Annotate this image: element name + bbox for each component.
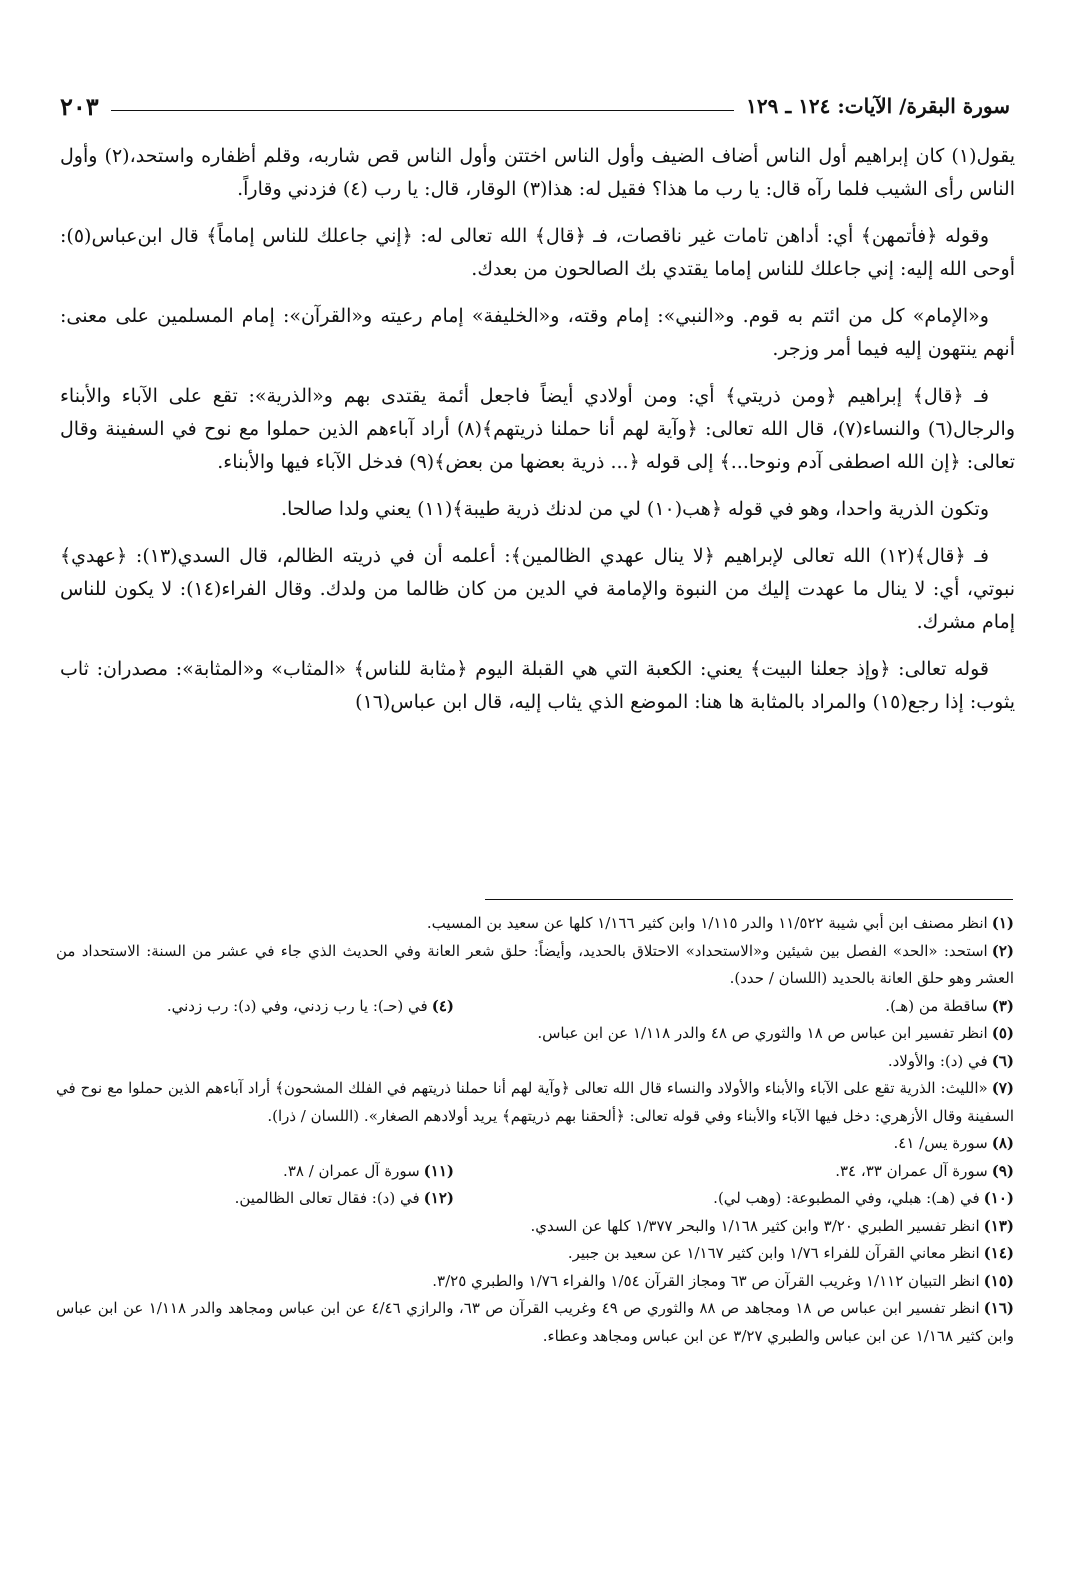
footnote-text: انظر معاني القرآن للفراء ١/٧٦ وابن كثير ١/١٦٧ عن سعيد بن جبير. — [567, 1244, 980, 1262]
footnote-separator — [485, 899, 1013, 900]
footnote-text: ساقطة من (هـ). — [885, 996, 988, 1015]
footnote-text: سورة آل عمران ٣٣، ٣٤. — [835, 1161, 988, 1180]
footnote-text: انظر التبيان ١/١١٢ وغريب القرآن ص ٦٣ ومجاز القرآن ١/٥٤ والفراء ١/٧٦ والطبري ٣/٢٥. — [432, 1271, 980, 1290]
footnote-number: (٨) — [991, 1134, 1014, 1152]
footnote-text: انظر تفسير ابن عباس ص ١٨ والثوري ص ٤٨ والدر ١/١١٨ عن ابن عباس. — [537, 1024, 988, 1042]
footnote-number: (١٠) — [983, 1189, 1014, 1207]
footnote-text: «الليث: الذرية تقع على الآباء والأبناء والأولاد والنساء قال الله تعالى ﴿وآية لهم أنا حملنا ذريتهم في الفلك المشحون﴾ أراد آباءهم الذين حملوا مع نوح في السفينة وقال الأزهري: دخل فيها الآباء والأبناء وفي قوله تعالى: ﴿ألحقنا بهم ذريتهم﴾ يريد أولادهم الصغار». (اللسان / ذرا). — [56, 1079, 1014, 1125]
page-number: ٢٠٣ — [60, 91, 99, 121]
footnote — [56, 1020, 1014, 1048]
footnotes — [56, 910, 1014, 1350]
footnote-text: انظر تفسير الطبري ٣/٢٠ وابن كثير ١/١٦٨ والبحر ١/٣٧٧ كلها عن السدي. — [530, 1216, 980, 1235]
paragraph: وقوله ﴿فأتمهن﴾ أي: أداهن تامات غير ناقصات، فـ ﴿قال﴾ الله تعالى له: ﴿إني جاعلك للناس إماماً﴾ قال ابن‌عباس(٥): أوحى الله إليه: إني جاعلك للناس إماما يقتدي بك الصالحون من بعدك. — [60, 225, 1015, 280]
footnote-text: في (د): فقال تعالى الظالمين. — [234, 1189, 420, 1207]
footnote-number: (١٣) — [983, 1216, 1014, 1235]
footnote-number: (١٤) — [983, 1244, 1014, 1262]
footnote-number: (٥) — [991, 1024, 1014, 1042]
footnote — [56, 1048, 1014, 1076]
footnote — [454, 1185, 1014, 1213]
footnote — [56, 1075, 1014, 1130]
footnote-text: انظر مصنف ابن أبي شيبة ١١/٥٢٢ والدر ١/١١٥ وابن كثير ١/١٦٦ كلها عن سعيد بن المسيب. — [426, 914, 988, 932]
footnote — [56, 1295, 1014, 1350]
footnote-text: استحد: «الحد» الفصل بين شيئين و«الاستحداد» الاحتلاق بالحديد، وأيضاً: حلق شعر العانة وفي الحديث الذي جاء في عشر من السنة: الاستحداد من العشر وهو حلق العانة بالحديد (اللسان / حدد). — [56, 941, 1014, 987]
footnote-number: (١٦) — [983, 1299, 1014, 1317]
page-header — [60, 86, 1010, 126]
footnote-row — [56, 1185, 1014, 1213]
footnote-number: (٤) — [431, 996, 454, 1015]
footnote-number: (١٢) — [423, 1189, 454, 1207]
footnote — [56, 1268, 1014, 1296]
footnote — [454, 993, 1014, 1021]
footnote-row — [56, 1158, 1014, 1186]
footnote — [56, 1158, 454, 1186]
footnote-text: سورة آل عمران / ٣٨. — [283, 1161, 420, 1180]
paragraph: فـ ﴿قال﴾(١٢) الله تعالى لإبراهيم ﴿لا ينال عهدي الظالمين﴾: أعلمه أن في ذريته الظالم، قال السدي(١٣): ﴿عهدي﴾ نبوتي، أي: لا ينال ما عهدت إليك من النبوة والإمامة في الدين من كان ظالما من ولدك. وقال الفراء(١٤): لا يكون للناس إمام مشرك. — [60, 545, 1015, 633]
footnote-number: (٩) — [991, 1161, 1014, 1180]
footnote-number: (٣) — [991, 996, 1014, 1015]
footnote — [56, 993, 454, 1021]
footnote — [56, 1213, 1014, 1241]
footnote-number: (١١) — [423, 1161, 454, 1180]
footnote-row — [56, 993, 1014, 1021]
footnote-text: في (حـ): يا رب زدني، وفي (د): رب زدني. — [166, 996, 428, 1015]
footnote — [56, 1185, 454, 1213]
footnote-number: (١٥) — [983, 1271, 1014, 1290]
footnote-number: (٢) — [991, 941, 1014, 960]
footnote — [56, 938, 1014, 993]
footnote-text: انظر تفسير ابن عباس ص ١٨ ومجاهد ص ٨٨ والثوري ص ٤٩ وغريب القرآن ص ٦٣، والرازي ٤/٤٦ عن ابن عباس ومجاهد والدر ١/١١٨ عن ابن عباس وابن كثير ١/١٦٨ عن ابن عباس والطبري ٣/٢٧ عن ابن عباس ومجاهد وعطاء. — [56, 1299, 1014, 1345]
footnote-text: سورة يس/ ٤١. — [893, 1134, 988, 1152]
footnote — [56, 1130, 1014, 1158]
footnote-number: (٦) — [991, 1051, 1014, 1070]
footnote-number: (١) — [991, 914, 1014, 932]
header-rule — [111, 110, 734, 111]
paragraph: قوله تعالى: ﴿وإذ جعلنا البيت﴾ يعني: الكعبة التي هي القبلة اليوم ﴿مثابة للناس﴾ «المثاب» و«المثابة»: مصدران: ثاب يثوب: إذا رجع(١٥) والمراد بالمثابة ها هنا: الموضع الذي يثاب إليه، قال ابن عباس(١٦) — [60, 658, 1015, 713]
paragraph: فـ ﴿قال﴾ إبراهيم ﴿ومن ذريتي﴾ أي: ومن أولادي أيضاً فاجعل أئمة يقتدى بهم و«الذرية»: تقع على الآباء والأبناء والرجال(٦) والنساء(٧)، قال الله تعالى: ﴿وآية لهم أنا حملنا ذريتهم﴾(٨) أراد آباءهم الذين حملوا مع نوح في السفينة وقال تعالى: ﴿إن الله اصطفى آدم ونوحا...﴾ إلى قوله ﴿... ذرية بعضها من بعض﴾(٩) فدخل الآباء فيها والأبناء. — [60, 385, 1016, 473]
footnote — [56, 1240, 1014, 1268]
footnote-text: في (هـ): هبلي، وفي المطبوعة: (وهب لي). — [713, 1189, 980, 1207]
footnote-text: في (د): والأولاد. — [887, 1051, 988, 1070]
paragraph: و«الإمام» كل من ائتم به قوم. و«النبي»: إمام وقته، و«الخليفة» إمام رعيته و«القرآن»: إمام المسلمين على معنى: أنهم ينتهون إليه فيما أمر وزجر. — [60, 305, 1015, 360]
running-title: سورة البقرة/ الآيات: ١٢٤ ـ ١٢٩ — [746, 94, 1010, 118]
footnote — [56, 910, 1014, 938]
main-text — [60, 140, 1015, 733]
footnote-number: (٧) — [991, 1079, 1014, 1097]
paragraph: يقول(١) كان إبراهيم أول الناس أضاف الضيف وأول الناس اختتن وأول الناس قص شاربه، وقلم أظفاره واستحد،(٢) وأول الناس رأى الشيب فلما رآه قال: يا رب ما هذا؟ فقيل له: هذا(٣) الوقار، قال: يا رب (٤) فزدني وقاراً. — [60, 145, 1015, 200]
footnote — [454, 1158, 1014, 1186]
paragraph: وتكون الذرية واحدا، وهو في قوله ﴿هب(١٠) لي من لدنك ذرية طيبة﴾(١١) يعني ولدا صالحا. — [280, 498, 989, 520]
